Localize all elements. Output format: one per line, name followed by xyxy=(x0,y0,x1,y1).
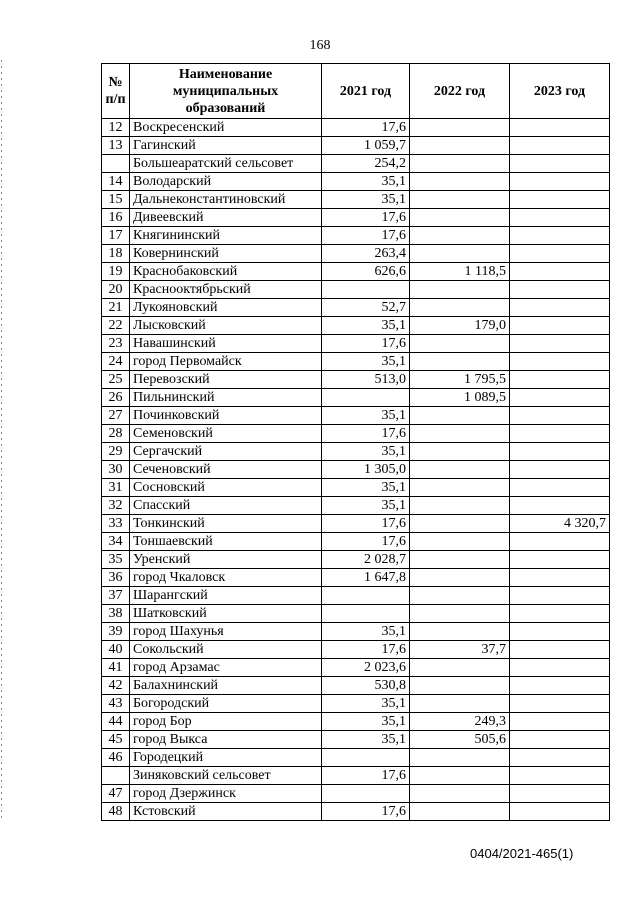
row-number: 41 xyxy=(102,659,130,677)
value-2022 xyxy=(410,767,510,785)
row-number: 34 xyxy=(102,533,130,551)
value-2022 xyxy=(410,119,510,137)
value-2022: 179,0 xyxy=(410,317,510,335)
value-2023 xyxy=(510,209,610,227)
document-code: 0404/2021-465(1) xyxy=(470,846,574,861)
value-2022 xyxy=(410,209,510,227)
value-2022 xyxy=(410,623,510,641)
value-2022 xyxy=(410,803,510,821)
value-2023 xyxy=(510,533,610,551)
value-2022 xyxy=(410,227,510,245)
row-number: 15 xyxy=(102,191,130,209)
municipality-name: Краснооктябрьский xyxy=(130,281,322,299)
header-2023: 2023 год xyxy=(510,64,610,119)
value-2023 xyxy=(510,749,610,767)
value-2021: 35,1 xyxy=(322,731,410,749)
row-number xyxy=(102,155,130,173)
scan-edge-mark xyxy=(1,60,2,820)
value-2022 xyxy=(410,497,510,515)
row-number: 17 xyxy=(102,227,130,245)
row-number: 45 xyxy=(102,731,130,749)
row-number: 47 xyxy=(102,785,130,803)
allocation-table xyxy=(101,63,610,821)
municipality-name: город Шахунья xyxy=(130,623,322,641)
municipality-name: Семеновский xyxy=(130,425,322,443)
table-row xyxy=(102,119,610,137)
municipality-name: Пильнинский xyxy=(130,389,322,407)
value-2022 xyxy=(410,281,510,299)
table-row xyxy=(102,443,610,461)
value-2022: 1 089,5 xyxy=(410,389,510,407)
municipality-name: город Чкаловск xyxy=(130,569,322,587)
municipality-name: Сокольский xyxy=(130,641,322,659)
value-2023 xyxy=(510,245,610,263)
value-2021: 52,7 xyxy=(322,299,410,317)
value-2023 xyxy=(510,317,610,335)
value-2023 xyxy=(510,713,610,731)
value-2021: 35,1 xyxy=(322,173,410,191)
row-number: 14 xyxy=(102,173,130,191)
municipality-name: город Выкса xyxy=(130,731,322,749)
value-2021: 530,8 xyxy=(322,677,410,695)
value-2022: 505,6 xyxy=(410,731,510,749)
table-row xyxy=(102,281,610,299)
value-2022: 1 118,5 xyxy=(410,263,510,281)
header-2021: 2021 год xyxy=(322,64,410,119)
municipality-name: Балахнинский xyxy=(130,677,322,695)
value-2021: 1 647,8 xyxy=(322,569,410,587)
table-row xyxy=(102,335,610,353)
row-number: 18 xyxy=(102,245,130,263)
value-2023 xyxy=(510,407,610,425)
value-2023 xyxy=(510,785,610,803)
municipality-name: Дальнеконстантиновский xyxy=(130,191,322,209)
row-number: 28 xyxy=(102,425,130,443)
value-2022 xyxy=(410,245,510,263)
municipality-name: Краснобаковский xyxy=(130,263,322,281)
table-row xyxy=(102,569,610,587)
row-number: 46 xyxy=(102,749,130,767)
value-2021: 35,1 xyxy=(322,713,410,731)
table-row xyxy=(102,731,610,749)
municipality-name: Починковский xyxy=(130,407,322,425)
municipality-name: город Дзержинск xyxy=(130,785,322,803)
value-2023 xyxy=(510,623,610,641)
value-2022 xyxy=(410,785,510,803)
page-number: 168 xyxy=(309,38,331,53)
table-row xyxy=(102,227,610,245)
row-number: 24 xyxy=(102,353,130,371)
table-row xyxy=(102,587,610,605)
value-2021: 35,1 xyxy=(322,695,410,713)
value-2023 xyxy=(510,371,610,389)
table-row xyxy=(102,407,610,425)
value-2023 xyxy=(510,731,610,749)
municipality-name: Спасский xyxy=(130,497,322,515)
value-2023 xyxy=(510,263,610,281)
value-2021: 35,1 xyxy=(322,353,410,371)
value-2022 xyxy=(410,551,510,569)
table-row xyxy=(102,371,610,389)
value-2022 xyxy=(410,659,510,677)
value-2023 xyxy=(510,497,610,515)
municipality-name: Большеаратский сельсовет xyxy=(130,155,322,173)
row-number: 43 xyxy=(102,695,130,713)
table-row xyxy=(102,749,610,767)
value-2021 xyxy=(322,389,410,407)
table-row xyxy=(102,551,610,569)
value-2022 xyxy=(410,605,510,623)
value-2021: 263,4 xyxy=(322,245,410,263)
value-2021 xyxy=(322,281,410,299)
value-2021: 35,1 xyxy=(322,407,410,425)
value-2021: 35,1 xyxy=(322,443,410,461)
table-row xyxy=(102,191,610,209)
value-2023 xyxy=(510,605,610,623)
municipality-name: Княгининский xyxy=(130,227,322,245)
table-row xyxy=(102,299,610,317)
value-2021: 17,6 xyxy=(322,209,410,227)
table-row xyxy=(102,263,610,281)
row-number: 23 xyxy=(102,335,130,353)
header-num: № п/п xyxy=(102,64,130,119)
table-row xyxy=(102,605,610,623)
row-number: 25 xyxy=(102,371,130,389)
value-2023 xyxy=(510,443,610,461)
value-2021: 17,6 xyxy=(322,533,410,551)
municipality-name: Тоншаевский xyxy=(130,533,322,551)
row-number: 27 xyxy=(102,407,130,425)
value-2022: 37,7 xyxy=(410,641,510,659)
municipality-name: Тонкинский xyxy=(130,515,322,533)
value-2023 xyxy=(510,335,610,353)
table-row xyxy=(102,209,610,227)
table-row xyxy=(102,317,610,335)
table-row xyxy=(102,137,610,155)
value-2021: 17,6 xyxy=(322,227,410,245)
municipality-name: Городецкий xyxy=(130,749,322,767)
value-2022 xyxy=(410,353,510,371)
row-number: 32 xyxy=(102,497,130,515)
value-2021: 17,6 xyxy=(322,515,410,533)
value-2021: 254,2 xyxy=(322,155,410,173)
value-2022 xyxy=(410,479,510,497)
value-2022 xyxy=(410,191,510,209)
value-2023 xyxy=(510,641,610,659)
value-2021: 626,6 xyxy=(322,263,410,281)
value-2021: 35,1 xyxy=(322,497,410,515)
municipality-name: Сосновский xyxy=(130,479,322,497)
table-row xyxy=(102,785,610,803)
value-2021: 2 023,6 xyxy=(322,659,410,677)
value-2022 xyxy=(410,155,510,173)
value-2023 xyxy=(510,479,610,497)
municipality-name: Сергачский xyxy=(130,443,322,461)
header-name: Наименование муниципальных образований xyxy=(130,64,322,119)
value-2023: 4 320,7 xyxy=(510,515,610,533)
value-2023 xyxy=(510,587,610,605)
municipality-name: город Арзамас xyxy=(130,659,322,677)
row-number: 30 xyxy=(102,461,130,479)
value-2022: 1 795,5 xyxy=(410,371,510,389)
row-number: 13 xyxy=(102,137,130,155)
value-2022 xyxy=(410,425,510,443)
table-row xyxy=(102,677,610,695)
table-row xyxy=(102,497,610,515)
table-body xyxy=(102,119,610,821)
table-row xyxy=(102,641,610,659)
table-row xyxy=(102,515,610,533)
row-number: 42 xyxy=(102,677,130,695)
value-2023 xyxy=(510,461,610,479)
value-2023 xyxy=(510,119,610,137)
municipality-name: Лысковский xyxy=(130,317,322,335)
row-number: 35 xyxy=(102,551,130,569)
table-row xyxy=(102,425,610,443)
value-2023 xyxy=(510,353,610,371)
value-2023 xyxy=(510,695,610,713)
row-number: 22 xyxy=(102,317,130,335)
value-2021: 2 028,7 xyxy=(322,551,410,569)
municipality-name: Шатковский xyxy=(130,605,322,623)
value-2021: 35,1 xyxy=(322,479,410,497)
row-number: 26 xyxy=(102,389,130,407)
row-number: 33 xyxy=(102,515,130,533)
value-2022 xyxy=(410,749,510,767)
row-number: 44 xyxy=(102,713,130,731)
value-2022 xyxy=(410,443,510,461)
value-2022 xyxy=(410,695,510,713)
table-row xyxy=(102,389,610,407)
row-number: 19 xyxy=(102,263,130,281)
table-row xyxy=(102,695,610,713)
value-2023 xyxy=(510,137,610,155)
row-number: 48 xyxy=(102,803,130,821)
value-2023 xyxy=(510,227,610,245)
value-2021: 17,6 xyxy=(322,803,410,821)
table-row xyxy=(102,173,610,191)
value-2023 xyxy=(510,425,610,443)
value-2023 xyxy=(510,767,610,785)
table-row xyxy=(102,803,610,821)
municipality-name: город Бор xyxy=(130,713,322,731)
value-2021: 17,6 xyxy=(322,335,410,353)
municipality-name: Дивеевский xyxy=(130,209,322,227)
row-number: 29 xyxy=(102,443,130,461)
value-2021: 1 059,7 xyxy=(322,137,410,155)
value-2022: 249,3 xyxy=(410,713,510,731)
municipality-name: Шарангский xyxy=(130,587,322,605)
table-row xyxy=(102,155,610,173)
municipality-name: Ковернинский xyxy=(130,245,322,263)
value-2021: 35,1 xyxy=(322,191,410,209)
value-2022 xyxy=(410,299,510,317)
value-2023 xyxy=(510,155,610,173)
row-number: 31 xyxy=(102,479,130,497)
municipality-name: Гагинский xyxy=(130,137,322,155)
table-row xyxy=(102,461,610,479)
municipality-name: Перевозский xyxy=(130,371,322,389)
row-number: 40 xyxy=(102,641,130,659)
value-2021 xyxy=(322,785,410,803)
row-number: 20 xyxy=(102,281,130,299)
value-2023 xyxy=(510,659,610,677)
municipality-name: Зиняковский сельсовет xyxy=(130,767,322,785)
municipality-name: город Первомайск xyxy=(130,353,322,371)
municipality-name: Навашинский xyxy=(130,335,322,353)
table-header-row xyxy=(102,64,610,119)
table-row xyxy=(102,659,610,677)
value-2021 xyxy=(322,587,410,605)
row-number: 12 xyxy=(102,119,130,137)
value-2021: 17,6 xyxy=(322,119,410,137)
row-number: 37 xyxy=(102,587,130,605)
value-2021: 513,0 xyxy=(322,371,410,389)
value-2022 xyxy=(410,461,510,479)
value-2022 xyxy=(410,587,510,605)
table-row xyxy=(102,245,610,263)
table-row xyxy=(102,533,610,551)
header-2022: 2022 год xyxy=(410,64,510,119)
value-2022 xyxy=(410,137,510,155)
value-2021: 17,6 xyxy=(322,641,410,659)
municipality-name: Кстовский xyxy=(130,803,322,821)
municipality-name: Володарский xyxy=(130,173,322,191)
value-2021 xyxy=(322,605,410,623)
value-2023 xyxy=(510,191,610,209)
municipality-name: Сеченовский xyxy=(130,461,322,479)
municipality-name: Богородский xyxy=(130,695,322,713)
value-2022 xyxy=(410,677,510,695)
value-2022 xyxy=(410,335,510,353)
table-row xyxy=(102,623,610,641)
municipality-name: Уренский xyxy=(130,551,322,569)
value-2023 xyxy=(510,389,610,407)
table-row xyxy=(102,353,610,371)
table-row xyxy=(102,767,610,785)
municipality-name: Воскресенский xyxy=(130,119,322,137)
value-2023 xyxy=(510,299,610,317)
value-2021: 35,1 xyxy=(322,317,410,335)
value-2023 xyxy=(510,803,610,821)
row-number: 21 xyxy=(102,299,130,317)
row-number xyxy=(102,767,130,785)
value-2022 xyxy=(410,173,510,191)
value-2023 xyxy=(510,551,610,569)
row-number: 36 xyxy=(102,569,130,587)
row-number: 39 xyxy=(102,623,130,641)
value-2023 xyxy=(510,677,610,695)
value-2021: 17,6 xyxy=(322,767,410,785)
value-2021: 35,1 xyxy=(322,623,410,641)
value-2023 xyxy=(510,569,610,587)
table-row xyxy=(102,713,610,731)
value-2023 xyxy=(510,173,610,191)
value-2023 xyxy=(510,281,610,299)
table-row xyxy=(102,479,610,497)
value-2021: 1 305,0 xyxy=(322,461,410,479)
row-number: 38 xyxy=(102,605,130,623)
value-2022 xyxy=(410,407,510,425)
value-2021: 17,6 xyxy=(322,425,410,443)
municipality-name: Лукояновский xyxy=(130,299,322,317)
value-2022 xyxy=(410,569,510,587)
value-2021 xyxy=(322,749,410,767)
value-2022 xyxy=(410,515,510,533)
value-2022 xyxy=(410,533,510,551)
row-number: 16 xyxy=(102,209,130,227)
